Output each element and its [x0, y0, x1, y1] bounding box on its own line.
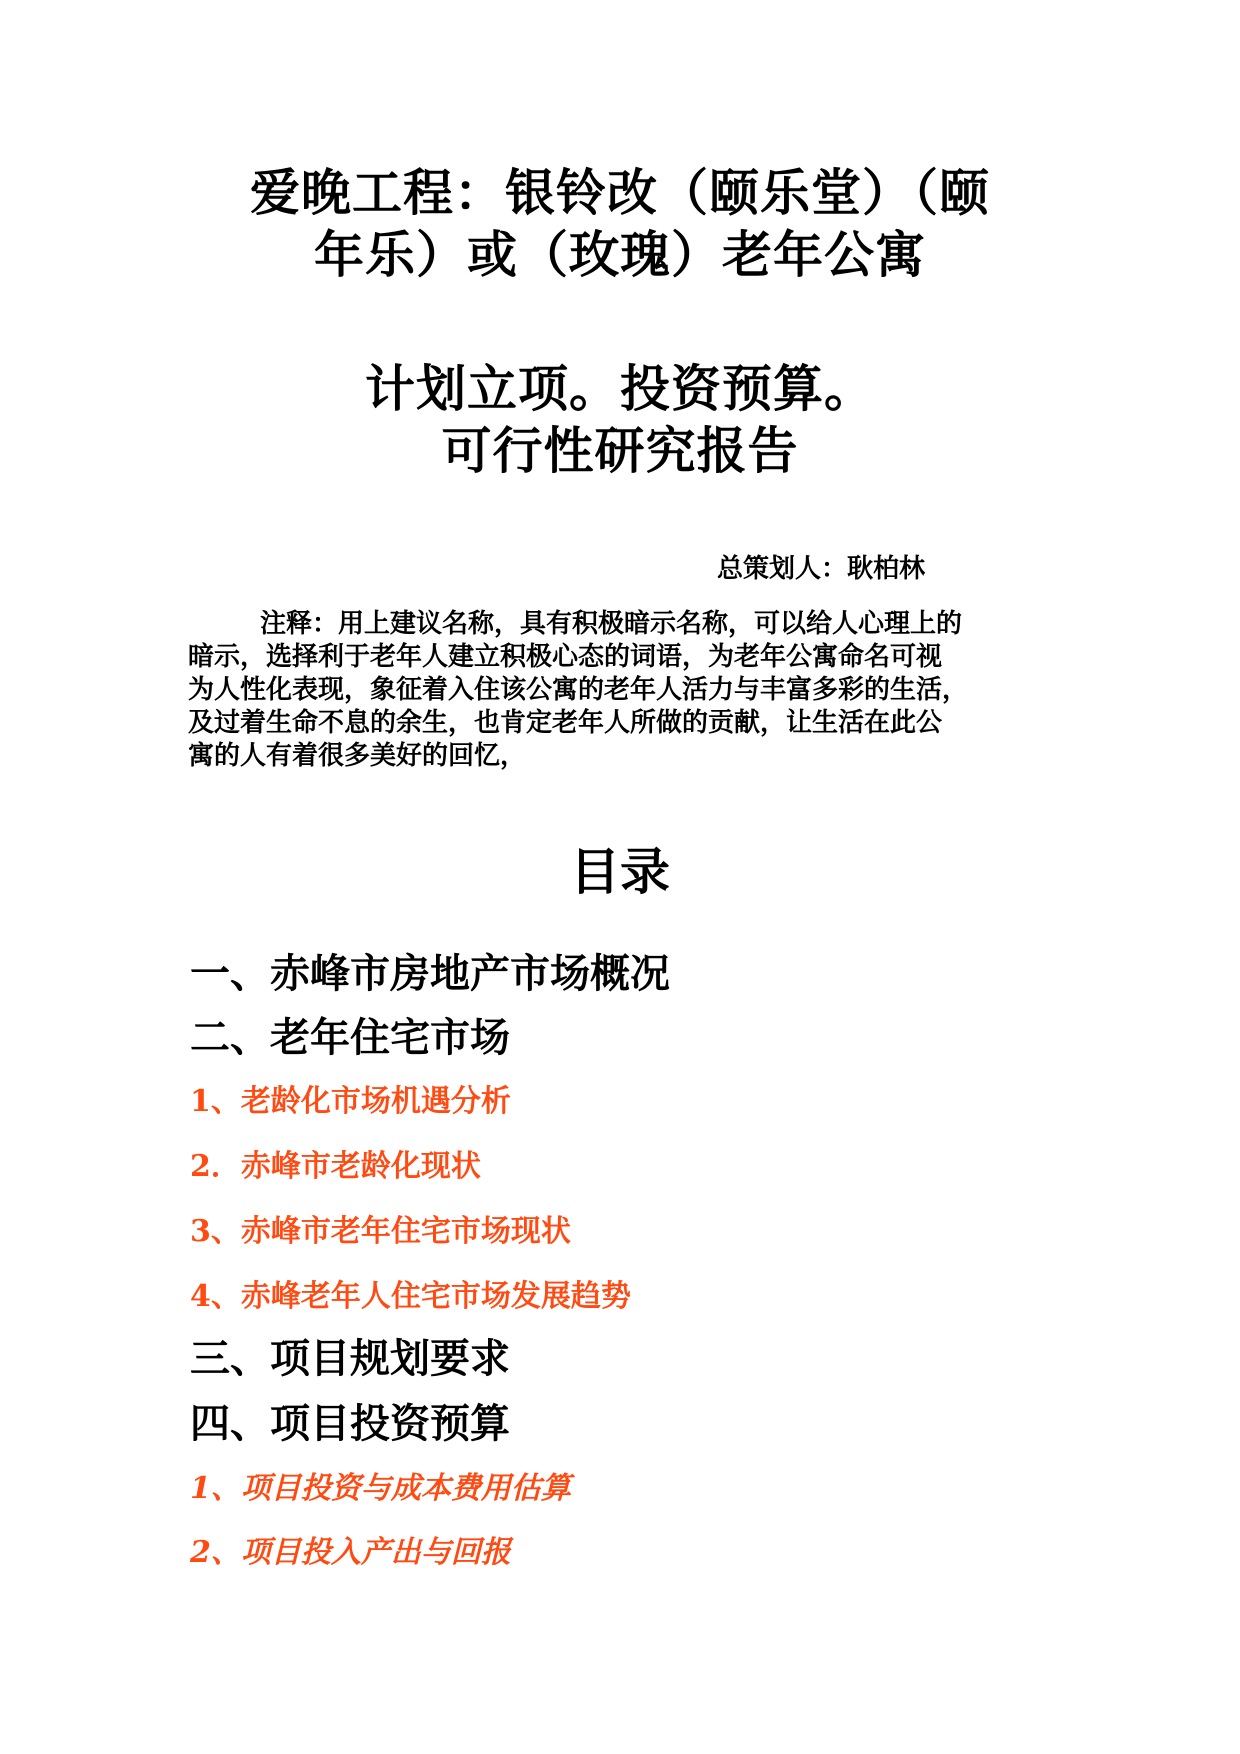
toc-section: 一、赤峰市房地产市场概况: [190, 950, 670, 997]
toc-subsection: 4、赤峰老年人住宅市场发展趋势: [190, 1279, 631, 1314]
note-line: 为人性化表现，象征着入住该公寓的老年人活力与丰富多彩的生活，: [188, 675, 969, 705]
planner-credit: 总策划人：耿柏林: [717, 554, 926, 584]
title-line-1: 爱晚工程：银铃改（颐乐堂）（颐: [250, 163, 990, 222]
note-paragraph: [188, 608, 1050, 773]
toc-subsection: 1、项目投资与成本费用估算: [190, 1471, 571, 1506]
toc-subsection: 2．赤峰市老龄化现状: [190, 1149, 481, 1184]
toc-title: 目录: [570, 842, 670, 901]
title-line-2: 年乐）或（玫瑰）老年公寓: [314, 225, 926, 284]
toc-subsection: 1、老龄化市场机遇分析: [190, 1084, 511, 1119]
note-line: 暗示，选择利于老年人建立积极心态的词语，为老年公寓命名可视: [188, 642, 943, 672]
subtitle-line-2: 可行性研究报告: [441, 421, 799, 480]
subtitle-line-1: 计划立项。投资预算。: [365, 359, 875, 418]
toc-subsection: 2、项目投入产出与回报: [190, 1535, 511, 1570]
note-line: 及过着生命不息的余生，也肯定老年人所做的贡献，让生活在此公: [188, 708, 943, 738]
document-title: [150, 162, 1090, 286]
toc-section: 四、项目投资预算: [190, 1400, 510, 1447]
toc-section: 三、项目规划要求: [190, 1335, 510, 1382]
note-line: 注释：用上建议名称，具有积极暗示名称，可以给人心理上的: [260, 609, 963, 639]
document-subtitle: [150, 358, 1090, 482]
toc-section: 二、老年住宅市场: [190, 1014, 510, 1061]
note-line: 寓的人有着很多美好的回忆，: [188, 741, 527, 771]
toc-subsection: 3、赤峰市老年住宅市场现状: [190, 1214, 571, 1249]
